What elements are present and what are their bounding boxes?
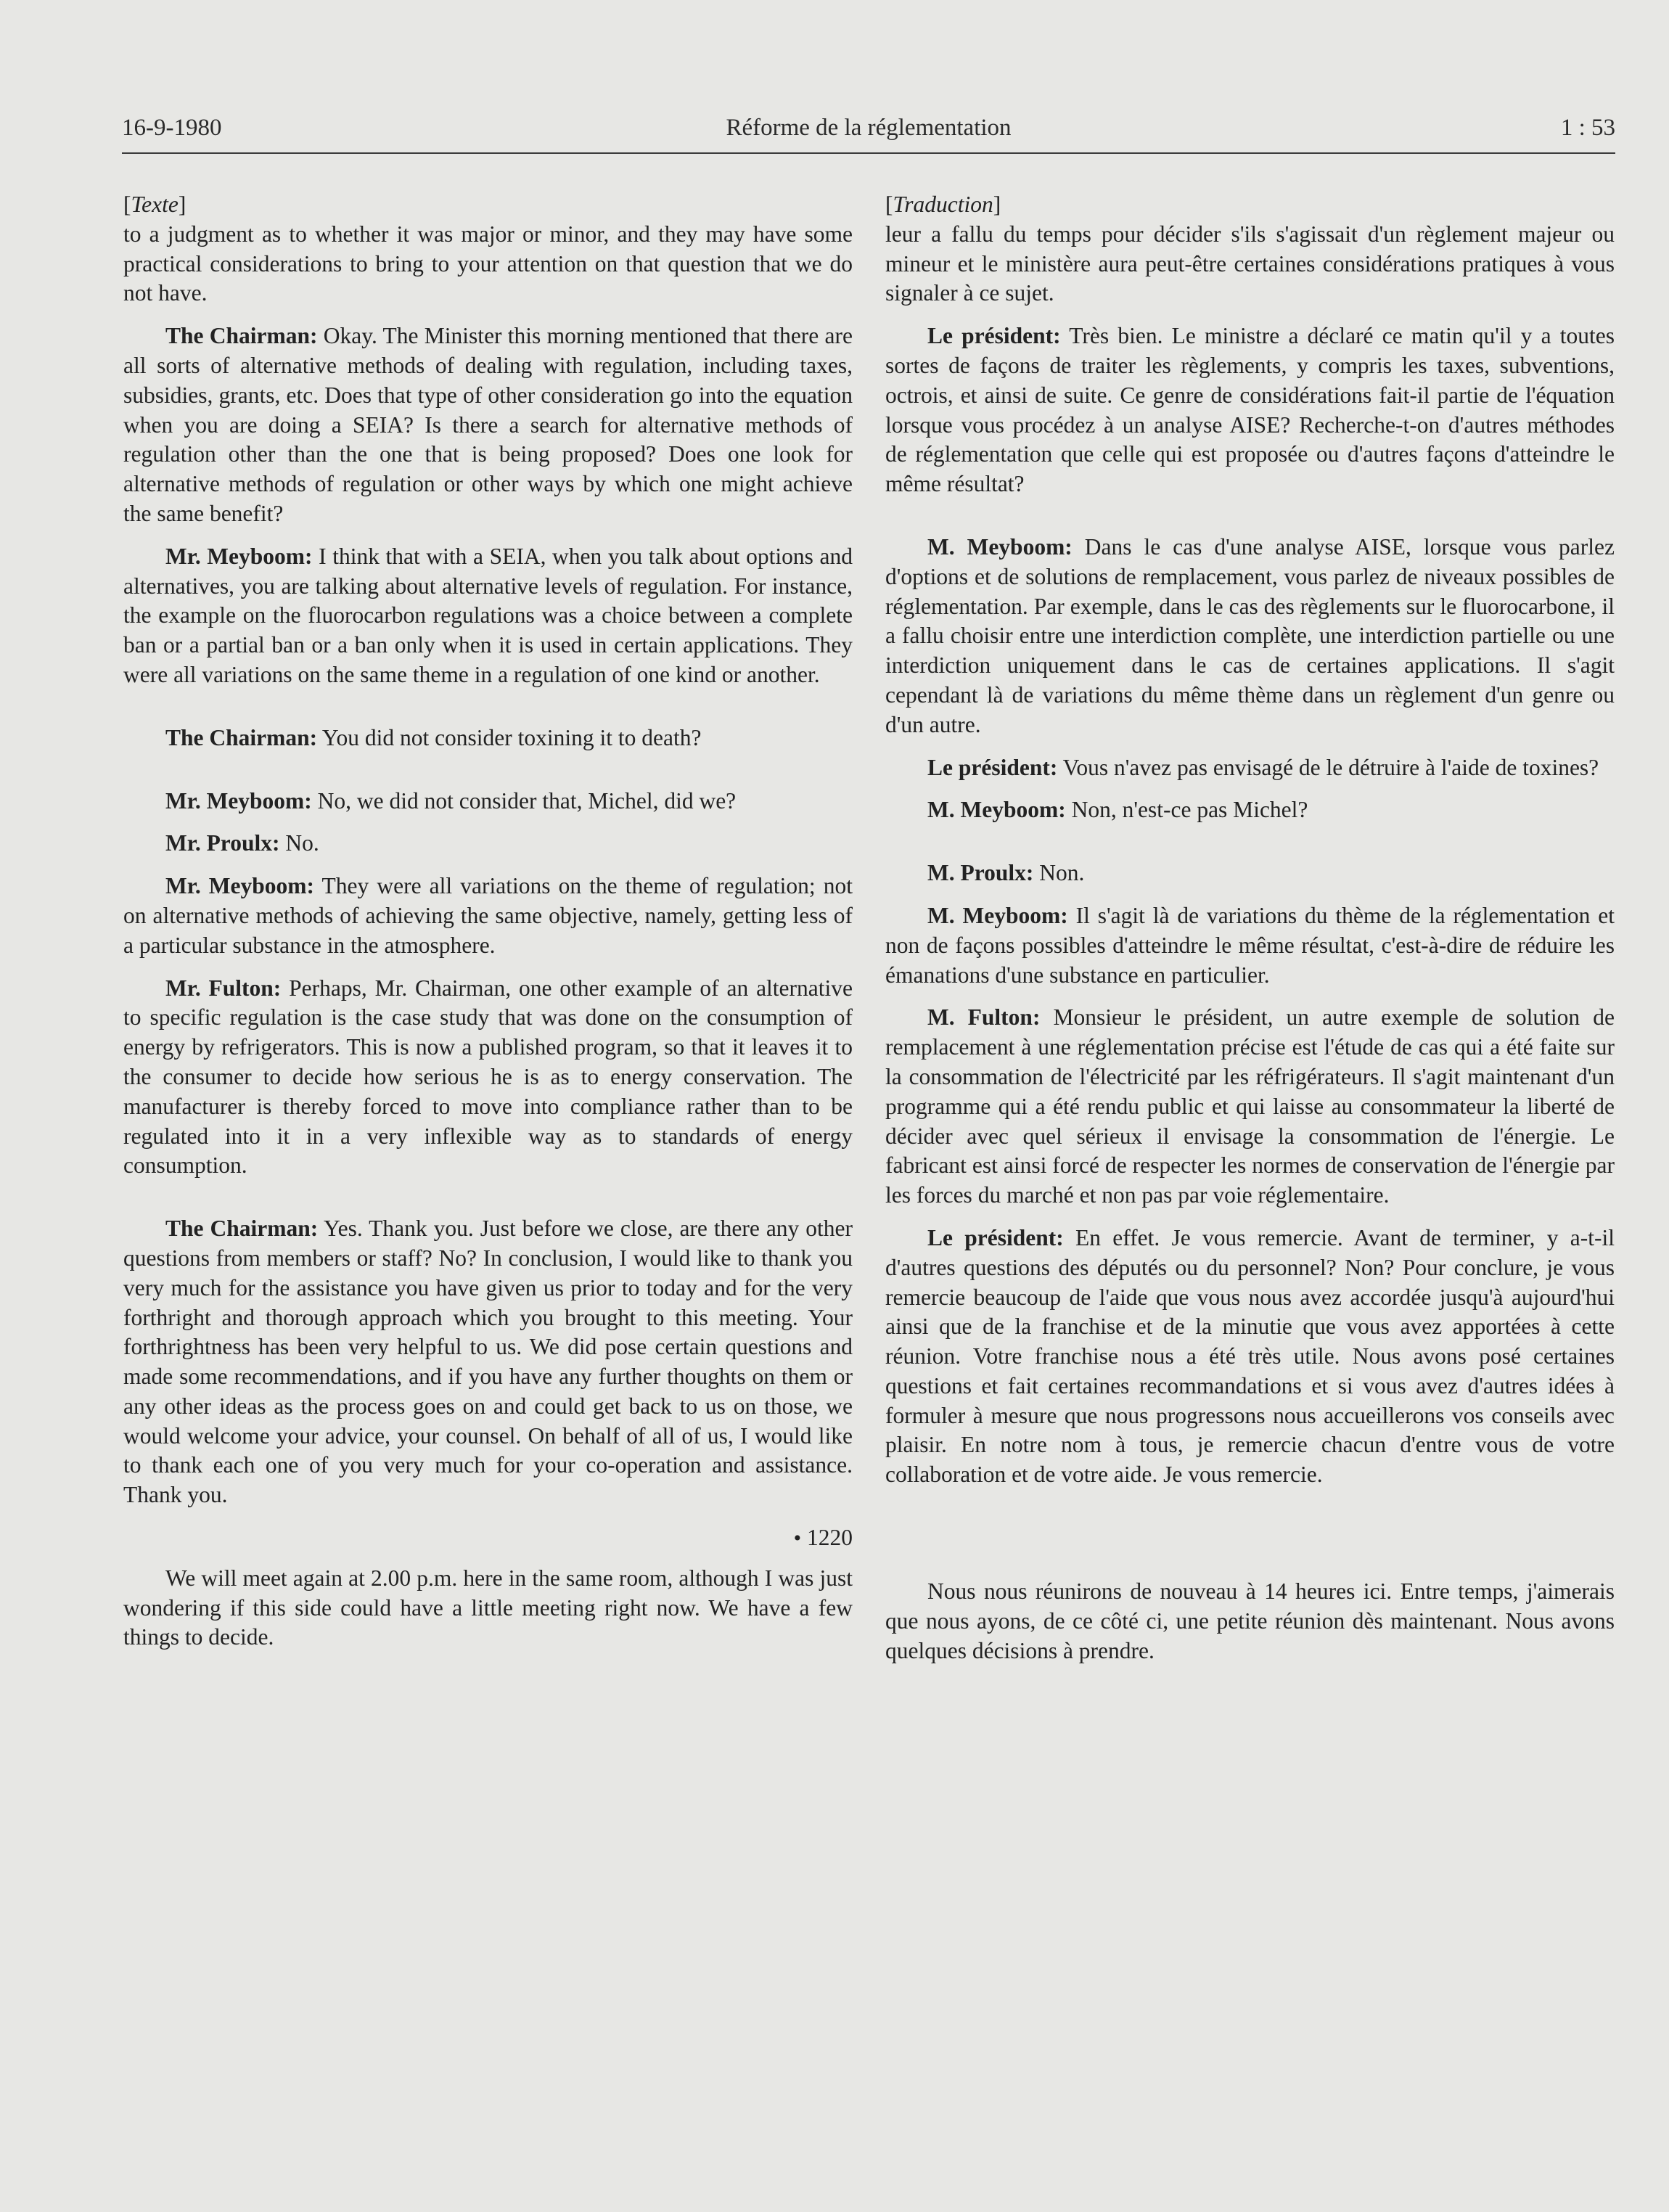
speaker: Mr. Meyboom: <box>165 787 312 814</box>
speaker: The Chairman: <box>165 724 318 750</box>
header-rule <box>122 152 1615 154</box>
speaker: Mr. Proulx: <box>165 830 280 856</box>
paragraph: We will meet again at 2.00 p.m. here in the same room, although I was just wondering if this side could have a little meeting right now. We have a few things to decide. <box>123 1565 853 1650</box>
speaker: Le président: <box>927 754 1058 780</box>
paragraph: to a judgment as to whether it was major or minor, and they may have some practical considerations to bring to your attention on that question that we do not have. <box>123 221 853 306</box>
header-date: 16-9-1980 <box>122 115 222 141</box>
paragraph: Mr. Meyboom: I think that with a SEIA, when you talk about options and alternatives, you are talking about alternative levels of regulation. For instance, the example on the fluorocarbon regulations was a choice between a complete ban or a partial ban or a ban only when it is used in certain applications. They were all variations on the same theme in a regulation of one kind or another. <box>123 543 853 687</box>
paragraph: Nous nous réunirons de nouveau à 14 heures ici. Entre temps, j'aimerais que nous ayons, de ce côté ci, une petite réunion dès maintenant. Nous avons quelques décisions à prendre. <box>885 1578 1615 1663</box>
paragraph: Mr. Meyboom: They were all variations on the theme of regulation; not on alternative methods of achieving the same objective, namely, getting less of a particular substance in the atmosphere. <box>123 873 853 958</box>
speaker: M. Meyboom: <box>927 902 1068 928</box>
speaker: M. Fulton: <box>927 1004 1041 1031</box>
paragraph: Le président: En effet. Je vous remercie. Avant de terminer, y a-t-il d'autres questions des députés ou du personnel? Non? Pour conclure, je vous remercie beaucoup de l'aide que vous nous avez accordée jusqu'à aujourd'hui ainsi que de la franchise et de la minutie que vous avez apportées à cette réunion. Votre franchise nous a été très utile. Nous avons posé certaines questions et fait certaines recommandations et si vous avez d'autres idées à formuler à mesure que nous progressons nous accueillerons vos conseils avec plaisir. En notre nom à tous, je remercie chacun d'entre vous de votre collaboration et de votre aide. Je vous remercie. <box>885 1224 1615 1488</box>
page-header <box>122 115 1615 152</box>
french-column <box>885 190 1615 1679</box>
speaker: Le président: <box>927 1224 1064 1250</box>
time-marker: • 1220 <box>793 1525 853 1551</box>
column-label: [Traduction] <box>885 192 1001 217</box>
paragraph: Mr. Fulton: Perhaps, Mr. Chairman, one other example of an alternative to specific regulation is the case study that was done on the consumption of energy by refrigerators. This is now a published program, so that it leaves it to the consumer to decide how serious he is as to energy conservation. The manufacturer is thereby forced to move into compliance rather than to be regulated into it in a very inflexible way as to standards of energy consumption. <box>123 975 853 1179</box>
header-title: Réforme de la réglementation <box>726 115 1012 141</box>
speaker: M. Meyboom: <box>927 533 1073 560</box>
paragraph: Le président: Vous n'avez pas envisagé de le détruire à l'aide de toxines? <box>927 754 1599 780</box>
speaker: Mr. Fulton: <box>165 975 282 1001</box>
paragraph: Mr. Meyboom: No, we did not consider that, Michel, did we? <box>165 787 737 814</box>
english-column <box>123 190 853 1666</box>
paragraph: The Chairman: Okay. The Minister this morning mentioned that there are all sorts of alternative methods of dealing with regulation, including taxes, subsidies, grants, etc. Does that type of other consideration go into the equation when you are doing a SEIA? Is there a search for alternative methods of regulation other than the one that is being proposed? Does one look for alternative methods of regulation or other ways by which one might achieve the same benefit? <box>123 323 853 526</box>
paragraph: The Chairman: Yes. Thank you. Just before we close, are there any other questions from members or staff? No? In conclusion, I would like to thank you very much for the assistance you have given us prior to today and for the very forthright and thorough approach which you brought to this meeting. Your forthrightness has been very helpful to us. We did pose certain questions and made some recommendations, and if you have any further thoughts on them or any other ideas as the process goes on and could get back to us on those, we would welcome your advice, your counsel. On behalf of all of us, I would like to thank each one of you very much for your co-operation and assistance. Thank you. <box>123 1216 853 1508</box>
paragraph: leur a fallu du temps pour décider s'ils s'agissait d'un règlement majeur ou mineur et le ministère aura peut-être certaines considérations pratiques à vous signaler à ce sujet. <box>885 221 1615 306</box>
bullet-icon: • <box>793 1526 802 1551</box>
paragraph: M. Fulton: Monsieur le président, un autre exemple de solution de remplacement à une réglementation précise est l'étude de cas qui a été faite sur la consommation de l'électricité par les réfrigérateurs. Il s'agit maintenant d'un programme qui a été rendu public et qui laisse au consommateur la liberté de décider avec quel sérieux il envisage la consommation de l'énergie. Le fabricant est ainsi forcé de respecter les normes de conservation de l'énergie par les forces du marché et non pas par voie réglementaire. <box>885 1004 1615 1208</box>
speaker: M. Proulx: <box>927 860 1034 886</box>
paragraph: Le président: Très bien. Le ministre a déclaré ce matin qu'il y a toutes sortes de façons de traiter les règlements, y compris les taxes, subventions, octrois, et ainsi de suite. Ce genre de considérations fait-il partie de l'équation lorsque vous procédez à un analyse AISE? Recherche-t-on d'autres méthodes de réglementation que celle qui est proposée ou d'autres façons d'atteindre le même résultat? <box>885 323 1615 497</box>
speaker: Mr. Meyboom: <box>165 543 313 569</box>
header-page-number: 1 : 53 <box>1560 115 1615 141</box>
paragraph: M. Meyboom: Non, n'est-ce pas Michel? <box>927 797 1308 823</box>
speaker: Le président: <box>927 323 1061 349</box>
paragraph: Mr. Proulx: No. <box>165 830 319 856</box>
speaker: M. Meyboom: <box>927 797 1066 823</box>
paragraph: The Chairman: You did not consider toxining it to death? <box>165 724 702 750</box>
column-label: [Texte] <box>123 192 186 217</box>
speaker: Mr. Meyboom: <box>165 873 315 899</box>
speaker: The Chairman: <box>165 323 318 349</box>
paragraph: M. Meyboom: Dans le cas d'une analyse AISE, lorsque vous parlez d'options et de solutions de remplacement, vous parlez de niveaux possibles de réglementation. Par exemple, dans le cas des règlements sur le fluorocarbone, il a fallu choisir entre une interdiction complète, une interdiction partielle ou une interdiction uniquement dans le cas de certaines applications. Il s'agit cependant là de variations du même thème dans un règlement d'un genre ou d'un autre. <box>885 533 1615 737</box>
paragraph: M. Meyboom: Il s'agit là de variations du thème de la réglementation et non de façons possibles d'atteindre le même résultat, c'est-à-dire de réduire les émanations d'une substance en particulier. <box>885 902 1615 988</box>
speaker: The Chairman: <box>165 1216 319 1242</box>
paragraph: M. Proulx: Non. <box>927 860 1085 886</box>
